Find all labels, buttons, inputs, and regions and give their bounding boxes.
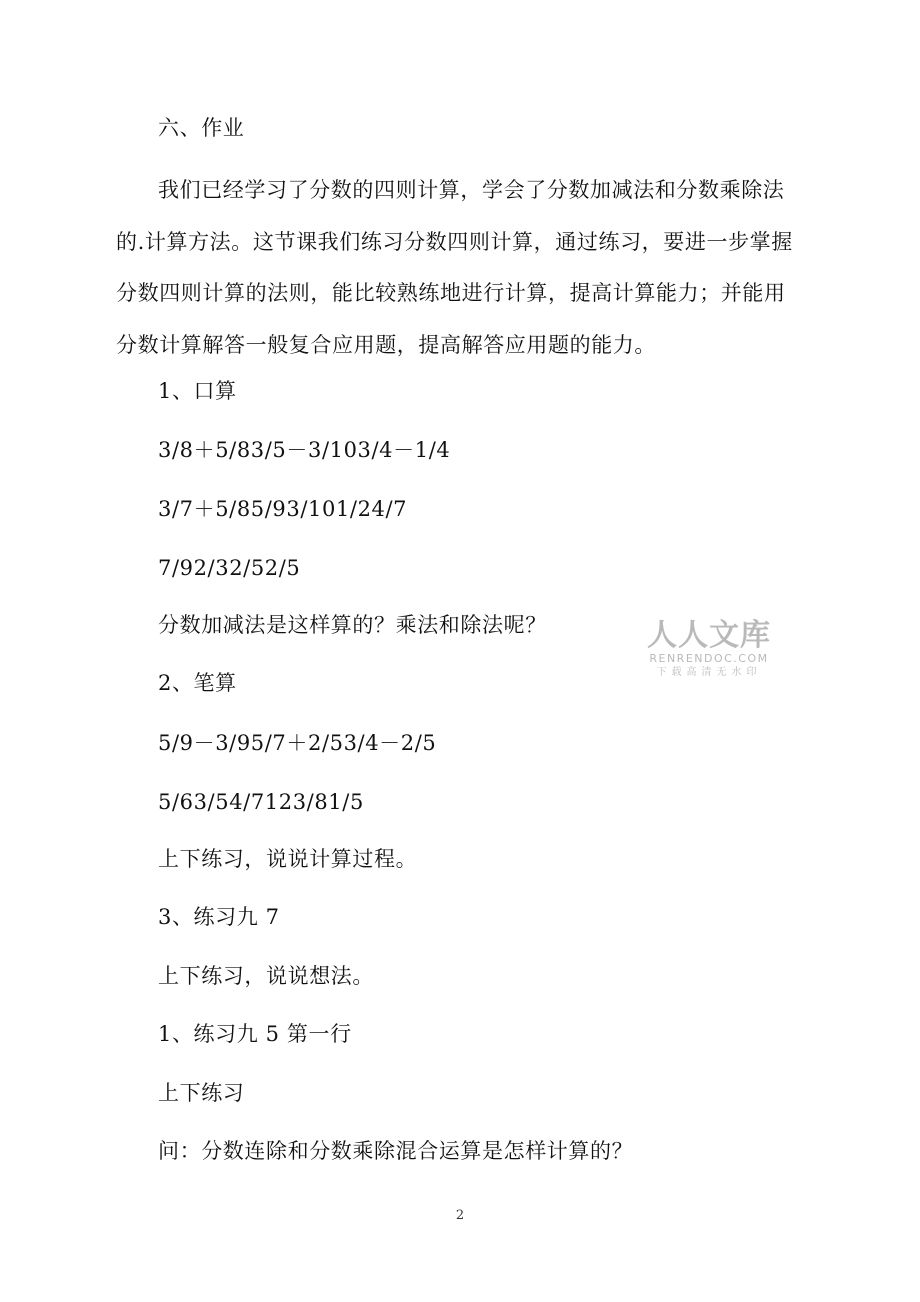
watermark-site: RENRENDOC.COM [649,652,769,665]
oral-calculation-heading: 1、口算 [158,379,237,403]
question-line-2: 问：分数连除和分数乘除混合运算是怎样计算的？ [158,1139,634,1163]
instruction-line-1: 上下练习，说说计算过程。 [158,847,418,871]
oral-exercise-line-2: 3/7＋5/85/93/101/24/7 [158,497,408,521]
intro-paragraph [116,165,806,371]
watermark-logo [644,620,774,680]
question-line: 分数加减法是这样算的？乘法和除法呢？ [158,613,547,637]
intro-paragraph-text: 我们已经学习了分数的四则计算，学会了分数加减法和分数乘除法的.计算方法。这节课我们练习分数四则计算，通过练习，要进一步掌握分数四则计算的法则，能比较熟练地进行计算，提高计算能力；并能用分数计算解答一般复合应用题，提高解答应用题的能力。 [116,178,793,357]
written-exercise-line-1: 5/9－3/95/7＋2/53/4－2/5 [158,731,437,755]
instruction-line-2: 上下练习，说说想法。 [158,964,374,988]
page-number: 2 [455,1208,465,1223]
written-exercise-line-2: 5/63/54/7123/81/5 [158,790,364,814]
written-calculation-heading: 2、笔算 [158,671,237,695]
watermark-title: 人人文库 [647,618,771,653]
exercise-nine-5-heading: 1、练习九 5 第一行 [158,1022,352,1046]
oral-exercise-line-1: 3/8＋5/83/5－3/103/4－1/4 [158,438,451,462]
exercise-nine-7-heading: 3、练习九 7 [158,905,280,929]
section-heading: 六、作业 [158,116,245,140]
oral-exercise-line-3: 7/92/32/52/5 [158,556,301,580]
instruction-line-3: 上下练习 [158,1081,245,1105]
watermark-subtitle: 下载高清无水印 [656,667,762,678]
